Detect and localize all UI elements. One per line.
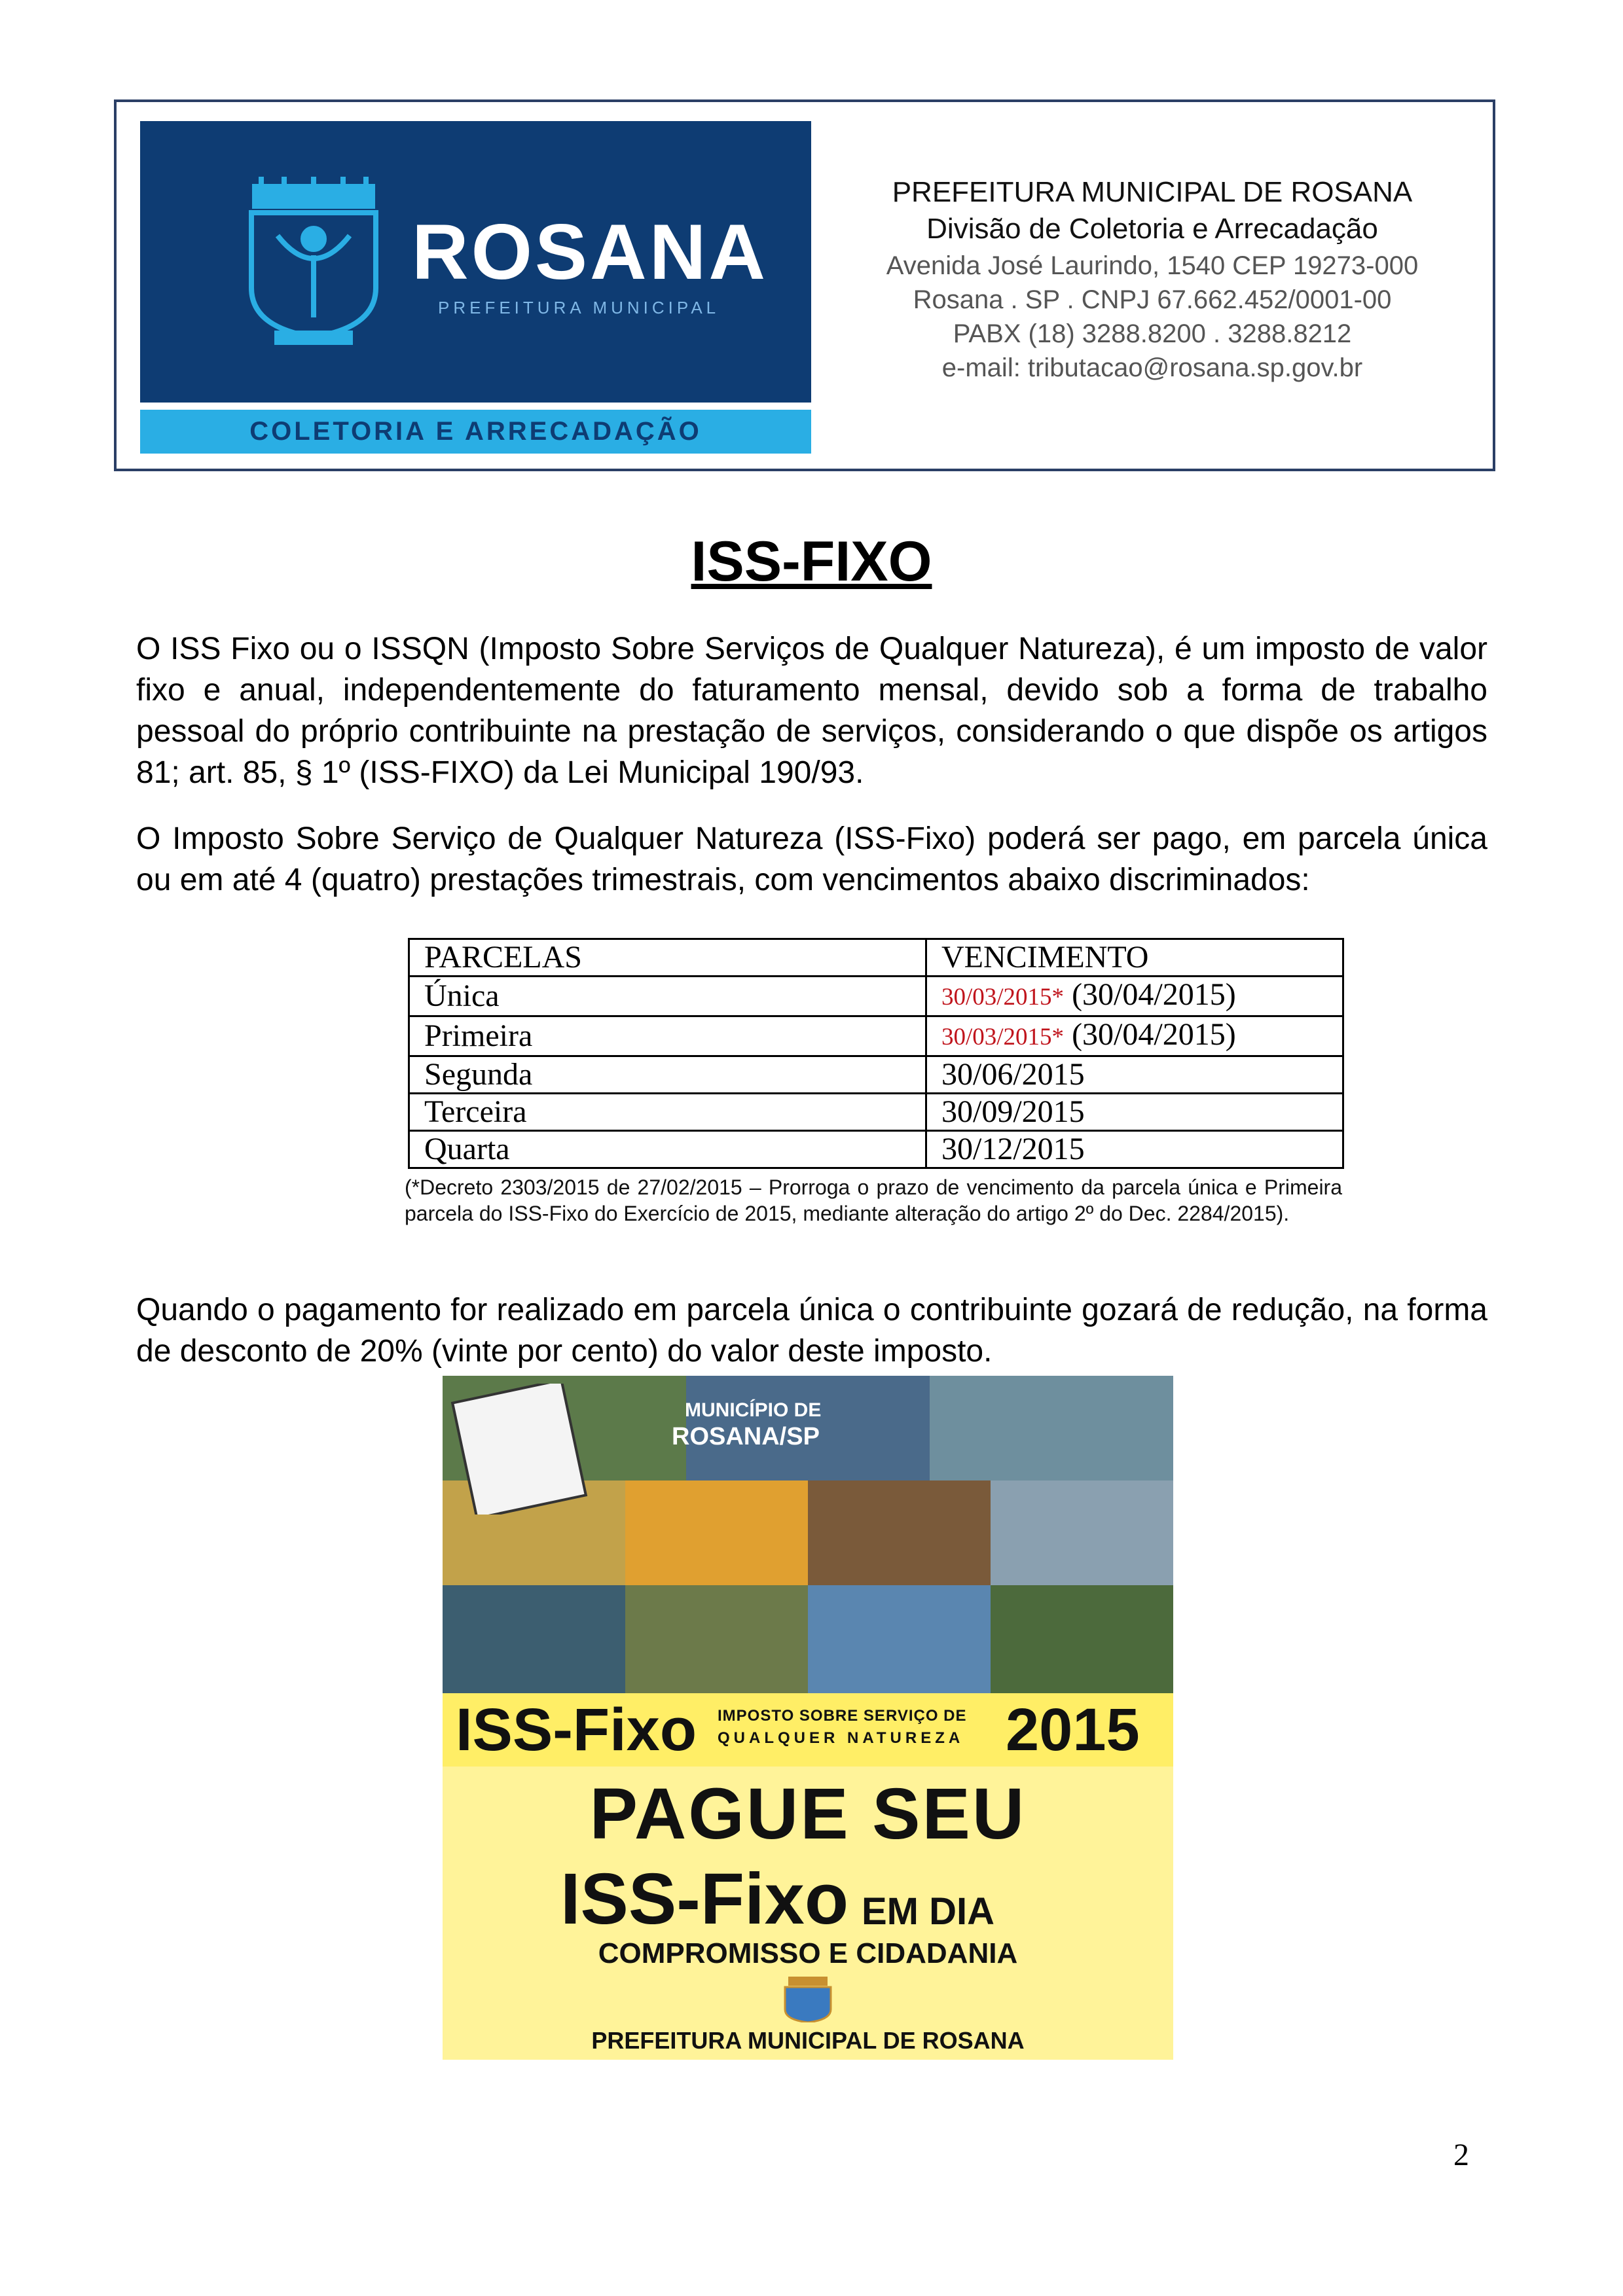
poster-municipio-label: MUNICÍPIO DE	[685, 1399, 822, 1421]
extended-date: 30/03/2015*	[941, 1024, 1065, 1050]
header-municipality: PREFEITURA MUNICIPAL DE ROSANA	[892, 176, 1413, 208]
paragraph-discount: Quando o pagamento for realizado em parcela única o contribuinte gozará de redução, na forma de desconto de 20% (vinte por cento) do valor deste imposto.	[136, 1293, 1487, 1369]
poster-band-year: 2015	[1006, 1696, 1140, 1763]
poster-rosana-label: ROSANA/SP	[672, 1423, 820, 1450]
poster-band-desc2: QUALQUER NATUREZA	[718, 1729, 964, 1747]
table-cell-vencimento	[926, 1016, 1343, 1056]
stamp-icon	[450, 1384, 588, 1515]
table-cell-parcela: Terceira	[409, 1094, 926, 1131]
table-row	[409, 1131, 1343, 1168]
table-cell-parcela: Primeira	[409, 1016, 926, 1056]
logo-wordmark: ROSANA	[412, 208, 769, 296]
original-date: (30/04/2015)	[1064, 977, 1236, 1012]
table-header-cell: PARCELAS	[409, 939, 926, 977]
poster-em-dia: EM DIA	[862, 1890, 994, 1933]
table-cell-parcela: Quarta	[409, 1131, 926, 1168]
table-row	[409, 1016, 1343, 1056]
extended-date: 30/03/2015*	[941, 984, 1065, 1011]
table-row	[409, 977, 1343, 1016]
table-footnote: (*Decreto 2303/2015 de 27/02/2015 – Prorroga o prazo de vencimento da parcela única e Primeira parcela do ISS-Fixo do Exercício de 2015, mediante alteração do artigo 2º do Dec. 2284/2015).	[405, 1175, 1342, 1225]
installments-table	[408, 938, 1344, 1169]
municipal-crest-icon	[742, 1977, 873, 2022]
table-row	[409, 1056, 1343, 1094]
document-title: ISS-FIXO	[691, 530, 932, 593]
rosana-crest-icon	[238, 177, 389, 350]
table-cell-parcela: Única	[409, 977, 926, 1016]
table-cell-vencimento: 30/06/2015	[926, 1056, 1343, 1094]
header-phone: PABX (18) 3288.8200 . 3288.8212	[953, 319, 1352, 348]
header-address: Avenida José Laurindo, 1540 CEP 19273-000	[886, 251, 1419, 280]
table-header-cell: VENCIMENTO	[926, 939, 1343, 977]
logo-subtitle: PREFEITURA MUNICIPAL	[438, 298, 720, 317]
table-cell-parcela: Segunda	[409, 1056, 926, 1094]
poster-band-iss: ISS-Fixo	[456, 1696, 697, 1763]
table-cell-vencimento: 30/09/2015	[926, 1094, 1343, 1131]
table-row	[409, 1094, 1343, 1131]
poster-footer: PREFEITURA MUNICIPAL DE ROSANA	[591, 2027, 1025, 2054]
rosana-logo-banner	[140, 121, 811, 454]
poster-slogan: COMPROMISSO E CIDADANIA	[598, 1937, 1018, 1969]
header-email: e-mail: tributacao@rosana.sp.gov.br	[941, 353, 1363, 382]
page-number: 2	[1453, 2138, 1469, 2172]
poster-headline: PAGUE SEU	[589, 1774, 1027, 1854]
poster-band-desc1: IMPOSTO SOBRE SERVIÇO DE	[718, 1707, 967, 1725]
logo-strip-label: COLETORIA E ARRECADAÇÃO	[249, 417, 702, 446]
header-cnpj: Rosana . SP . CNPJ 67.662.452/0001-00	[913, 285, 1392, 314]
paragraph-definition: O ISS Fixo ou o ISSQN (Imposto Sobre Serviços de Qualquer Natureza), é um imposto de valor fixo e anual, independentemente do faturamento mensal, devido sob a forma de trabalho pessoal do próprio contribuinte na prestação de serviços, considerando o que dispõe os artigos 81; art. 85, § 1º (ISS-FIXO) da Lei Municipal 190/93.	[136, 632, 1487, 790]
paragraph-payment: O Imposto Sobre Serviço de Qualquer Natureza (ISS-Fixo) poderá ser pago, em parcela única ou em até 4 (quatro) prestações trimestrais, com vencimentos abaixo discriminados:	[136, 821, 1487, 897]
original-date: (30/04/2015)	[1064, 1017, 1236, 1052]
header-division: Divisão de Coletoria e Arrecadação	[926, 213, 1378, 245]
table-header-row	[409, 939, 1343, 977]
iss-fixo-poster	[443, 1376, 1173, 2060]
poster-iss-fixo: ISS-Fixo	[560, 1859, 849, 1939]
table-cell-vencimento	[926, 977, 1343, 1016]
table-cell-vencimento: 30/12/2015	[926, 1131, 1343, 1168]
